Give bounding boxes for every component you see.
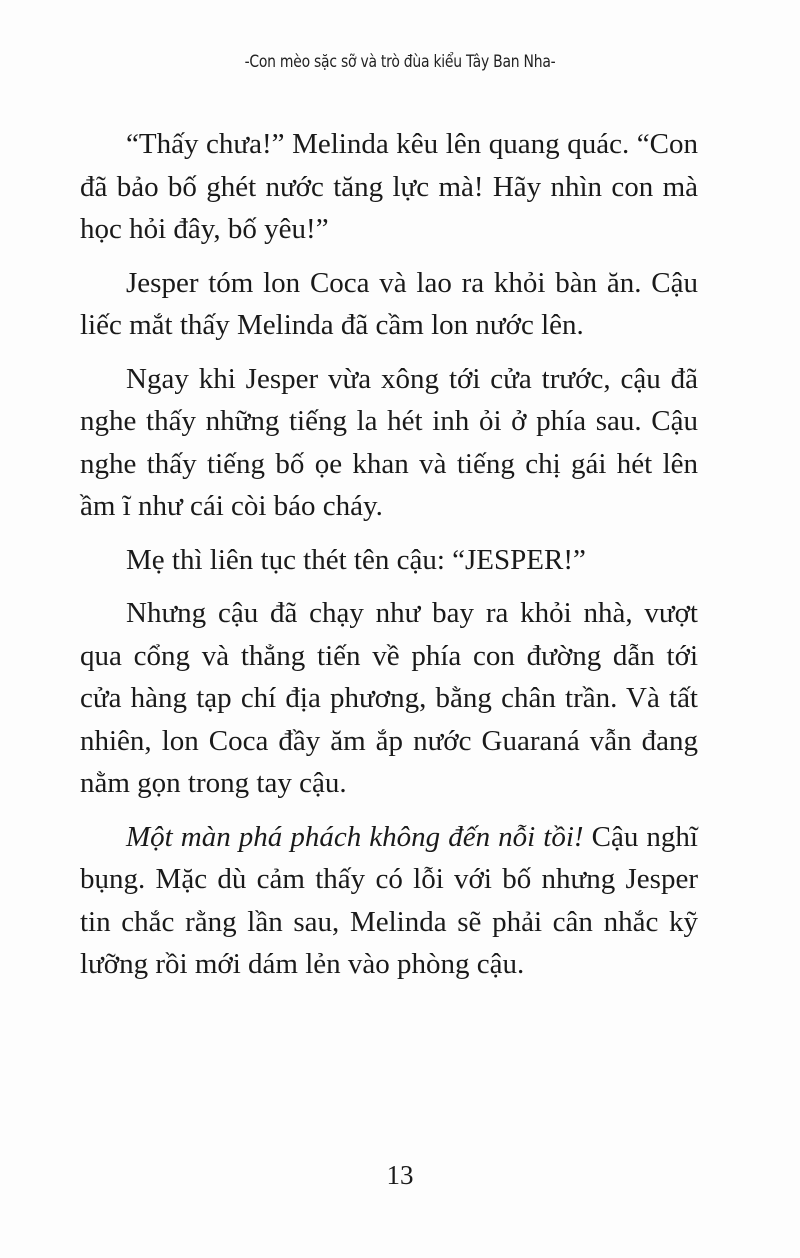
paragraph-3: Ngay khi Jesper vừa xông tới cửa trước, cậu đã nghe thấy những tiếng la hét inh ỏi ở phía sau. Cậu nghe thấy tiếng bố ọe khan và tiếng chị gái hét lên ầm ĩ như cái còi báo cháy.	[80, 362, 698, 522]
paragraph-1: “Thấy chưa!” Melinda kêu lên quang quác. “Con đã bảo bố ghét nước tăng lực mà! Hãy nhìn con mà học hỏi đây, bố yêu!”	[80, 128, 698, 245]
paragraph-2: Jesper tóm lon Coca và lao ra khỏi bàn ăn. Cậu liếc mắt thấy Melinda đã cầm lon nước lên.	[80, 266, 698, 341]
paragraph-6-text: Cậu nghĩ bụng. Mặc dù cảm thấy có lỗi với bố nhưng Jesper tin chắc rằng lần sau, Melinda sẽ phải cân nhắc kỹ lưỡng rồi mới dám lẻn vào phòng cậu.	[80, 820, 698, 980]
body-text	[80, 123, 698, 997]
paragraph-5: Nhưng cậu đã chạy như bay ra khỏi nhà, vượt qua cổng và thẳng tiến về phía con đường dẫn tới cửa hàng tạp chí địa phương, bằng chân trần. Và tất nhiên, lon Coca đầy ăm ắp nước Guaraná vẫn đang nằm gọn trong tay cậu.	[80, 597, 698, 799]
paragraph-4: Mẹ thì liên tục thét tên cậu: “JESPER!”	[126, 543, 586, 576]
paragraph-6	[80, 816, 698, 986]
page-number: 13	[386, 1160, 414, 1190]
running-header: -Con mèo sặc sỡ và trò đùa kiểu Tây Ban Nha-	[244, 52, 556, 72]
paragraph-6-italic-lead: Một màn phá phách không đến nỗi tồi!	[126, 820, 584, 853]
